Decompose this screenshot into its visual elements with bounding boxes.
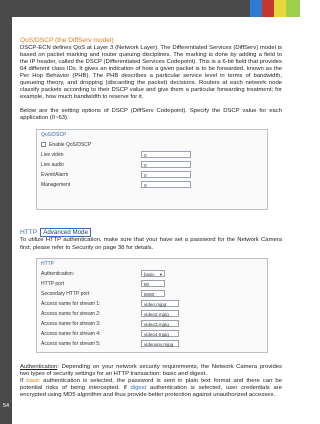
dscp-row-live-audio xyxy=(37,160,267,170)
http-row-secondary-port xyxy=(37,289,267,299)
dscp-label: Event/Alarm xyxy=(41,172,69,179)
secondary-http-port-input[interactable]: 8080 xyxy=(141,290,165,297)
enable-qos-checkbox[interactable] xyxy=(41,142,46,147)
auth-text-4: authentication is selected, user credentials are encrypted using MD5 algorithm and thus provide better protection against unauthorized accesses. xyxy=(20,384,283,398)
enable-qos-row xyxy=(37,140,267,150)
auth-text-1: : Depending on your network security requirements, the Network Camera provides two types of security settings for an HTTP transaction: basic and digest. xyxy=(20,363,282,377)
http-panel-title: HTTP xyxy=(41,260,55,267)
dscp-label: Management xyxy=(41,182,71,189)
http-paragraph: To utilize HTTP authentication, make sure that your have set a password for the Network Camera first; please refer to Security on page 38 for details. xyxy=(20,237,282,251)
basic-keyword: basic xyxy=(26,377,41,384)
auth-text-2: If xyxy=(20,377,27,384)
http-label: Access name for stream 5: xyxy=(41,340,101,347)
http-label: Authentication: xyxy=(41,270,75,277)
stream-5-access-name-input[interactable]: videoany.mjpg xyxy=(141,340,179,347)
dscp-row-event-alarm xyxy=(37,170,267,180)
enable-qos-label: Enable QoS/DSCP xyxy=(49,142,92,149)
http-label: Access name for stream 1: xyxy=(41,300,101,307)
dscp-input-live-audio[interactable]: 0 xyxy=(141,161,191,168)
dscp-input-live-video[interactable]: 0 xyxy=(141,151,191,158)
http-label: HTTP port xyxy=(41,280,64,287)
http-heading xyxy=(20,228,282,237)
dscp-input-event-alarm[interactable]: 0 xyxy=(141,171,191,178)
stream-1-access-name-input[interactable]: video.mjpg xyxy=(141,300,179,307)
http-label: Secondary HTTP port xyxy=(41,290,90,297)
dscp-label: Live video xyxy=(41,152,64,159)
dscp-input-management[interactable]: 0 xyxy=(141,181,191,188)
qos-heading: QoS/DSCP (the DiffServ model) xyxy=(20,37,114,44)
qos-paragraph-1: DSCP-ECN defines QoS at Layer 3 (Network Layer). The Differentiated Services (DiffServ) model is based on packet marking and router queuing disciplines. The marking is done by adding a field to the IP header, called the DSCP (Differentiated Services Codepoint). This is a 6-bit field that provides 64 different class IDs. It gives an indication of how a given packet is to be forwarded, known as the Per Hop Behavior (PHB). The PHB describes a particular service level in terms of bandwidth, queueing theory, and dropping (discarding the packet) decisions. Routers at each network node classify packets according to their DSCP value and give them a particular forwarding treatment; for example, how much bandwidth to reserve for it. xyxy=(20,45,282,101)
dscp-row-live-video xyxy=(37,150,267,160)
authentication-select-value: basic xyxy=(144,271,155,277)
side-bar xyxy=(0,17,12,424)
color-block-blue xyxy=(250,0,262,17)
color-block-green xyxy=(286,0,300,17)
dscp-label: Live audio xyxy=(41,162,64,169)
http-row-stream-5 xyxy=(37,339,267,349)
http-row-stream-1 xyxy=(37,299,267,309)
http-label: Access name for stream 2: xyxy=(41,310,101,317)
http-port-input[interactable]: 80 xyxy=(141,280,165,287)
color-block-yellow xyxy=(274,0,286,17)
page-content xyxy=(20,37,282,399)
top-bar xyxy=(0,0,300,17)
authentication-term: Authentication xyxy=(20,363,58,370)
page-number: 54 xyxy=(2,403,10,409)
http-row-stream-2 xyxy=(37,309,267,319)
qos-panel-title: QoS/DSCP xyxy=(41,132,67,139)
http-row-authentication xyxy=(37,269,267,279)
http-row-stream-4 xyxy=(37,329,267,339)
dscp-row-management xyxy=(37,180,267,190)
http-label: Access name for stream 3: xyxy=(41,320,101,327)
advanced-mode-badge: Advanced Mode xyxy=(40,228,91,237)
qos-paragraph-2: Below are the setting options of DSCP (DiffServ Codepoint). Specify the DSCP value for each application (0~63). xyxy=(20,108,282,122)
stream-4-access-name-input[interactable]: video4.mjpg xyxy=(141,330,179,337)
stream-2-access-name-input[interactable]: video2.mjpg xyxy=(141,310,179,317)
http-settings-panel xyxy=(36,258,268,353)
color-block-red xyxy=(262,0,274,17)
authentication-select[interactable] xyxy=(141,270,165,277)
http-heading-text: HTTP xyxy=(20,229,38,237)
chevron-down-icon: ▼ xyxy=(159,271,163,277)
stream-3-access-name-input[interactable]: video3.mjpg xyxy=(141,320,179,327)
auth-text-3: authentication is selected, the password is sent in plain text format and there can be potential risks of being intercepted. If xyxy=(20,377,282,391)
http-row-stream-3 xyxy=(37,319,267,329)
http-label: Access name for stream 4: xyxy=(41,330,101,337)
digest-keyword: digest xyxy=(130,384,147,391)
authentication-paragraph xyxy=(20,364,282,399)
qos-settings-panel xyxy=(36,129,268,210)
http-row-port xyxy=(37,279,267,289)
